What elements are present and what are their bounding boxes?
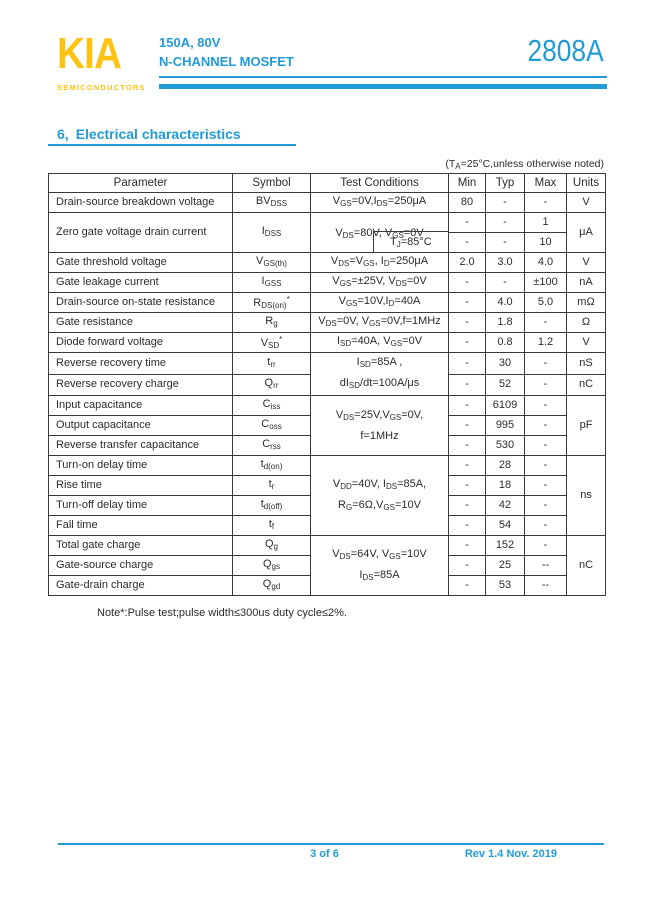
cond-line1: $V_{DS}=64V$, $V_{GS}=10V$ [332, 547, 427, 561]
symbol-cell: $I_{DSS}$ [233, 213, 311, 253]
parameter-cell: Output capacitance [49, 416, 233, 436]
parameter-cell: Reverse recovery time [49, 353, 233, 375]
units-cell: ns [567, 456, 606, 536]
units-cell: V [567, 253, 606, 273]
symbol-cell: $Q_g$ [233, 536, 311, 556]
max-cell: 10 [525, 233, 567, 253]
parameter-cell: Reverse recovery charge [49, 374, 233, 396]
min-cell: - [449, 333, 486, 353]
logo-subtext: SEMICONDUCTORS [57, 83, 146, 92]
max-cell: - [525, 516, 567, 536]
part-number: 2808A [527, 33, 604, 68]
typ-cell: 3.0 [486, 253, 525, 273]
symbol-cell: $C_{rss}$ [233, 436, 311, 456]
max-cell: ±100 [525, 273, 567, 293]
units-cell: nC [567, 536, 606, 596]
min-cell: - [449, 374, 486, 396]
min-cell: - [449, 293, 486, 313]
symbol-cell: $V_{GS(th)}$ [233, 253, 311, 273]
typ-cell: 530 [486, 436, 525, 456]
cond-line1: $I_{SD}=85A$ , [356, 356, 403, 369]
min-cell: - [449, 516, 486, 536]
max-cell: - [525, 313, 567, 333]
cond-cell: $V_{GS}=\pm 25V$, $V_{DS}=0V$ [311, 273, 449, 293]
max-cell: -- [525, 556, 567, 576]
cond-line2: $dI_{SD}/dt=100A/\mu s$ [339, 377, 420, 390]
cond-cell [311, 456, 449, 536]
header-row [49, 174, 606, 193]
typ-cell: 4.0 [486, 293, 525, 313]
symbol-cell: $t_f$ [233, 516, 311, 536]
max-cell: - [525, 374, 567, 396]
min-cell: - [449, 213, 486, 233]
min-cell: - [449, 416, 486, 436]
typ-cell: 6109 [486, 396, 525, 416]
units-cell: pF [567, 396, 606, 456]
cond-sub-cell: $T_J=85^\circ C$ [373, 231, 448, 252]
cond-cell: $V_{GS}=10V,I_D=40A$ [311, 293, 449, 313]
symbol-cell: $V_{SD}^*$ [233, 333, 311, 353]
cond-line1: $V_{DD}=40V$, $I_{DS}=85A$, [332, 477, 427, 491]
cond-line2: f=1MHz [360, 430, 399, 442]
parameter-cell: Gate threshold voltage [49, 253, 233, 273]
cond-cell: $I_{SD}=40A$, $V_{GS}=0V$ [311, 333, 449, 353]
min-cell: - [449, 273, 486, 293]
col-header-test-conditions: Test Conditions [311, 174, 449, 193]
cond-line1: $V_{DS}=25V,V_{GS}=0V$, [335, 409, 424, 422]
min-cell: - [449, 576, 486, 596]
symbol-cell: $R_g$ [233, 313, 311, 333]
parameter-cell: Gate leakage current [49, 273, 233, 293]
units-cell: Ω [567, 313, 606, 333]
footer-divider [58, 843, 604, 845]
symbol-cell: $C_{oss}$ [233, 416, 311, 436]
parameter-cell: Diode forward voltage [49, 333, 233, 353]
symbol-cell: $BV_{DSS}$ [233, 193, 311, 213]
parameter-cell: Gate-source charge [49, 556, 233, 576]
units-cell: V [567, 193, 606, 213]
parameter-cell: Gate-drain charge [49, 576, 233, 596]
parameter-cell: Drain-source breakdown voltage [49, 193, 233, 213]
min-cell: 80 [449, 193, 486, 213]
max-cell: - [525, 536, 567, 556]
kia-logo: KIA [57, 29, 122, 78]
table-row [49, 456, 606, 476]
col-header-symbol: Symbol [233, 174, 311, 193]
min-cell: - [449, 476, 486, 496]
units-cell: nA [567, 273, 606, 293]
header-divider-thick [159, 84, 607, 89]
typ-cell: 42 [486, 496, 525, 516]
cond-cell [311, 396, 449, 456]
min-cell: - [449, 313, 486, 333]
typ-cell: 30 [486, 353, 525, 375]
typ-cell: 53 [486, 576, 525, 596]
cond-line2: $R_G=6\Omega,V_{GS}=10V$ [338, 498, 421, 512]
table-row [49, 313, 606, 333]
device-subtitle [159, 33, 294, 71]
max-cell: 1.2 [525, 333, 567, 353]
typ-cell: - [486, 193, 525, 213]
typ-cell: 28 [486, 456, 525, 476]
typ-cell: - [486, 273, 525, 293]
min-cell: 2.0 [449, 253, 486, 273]
col-header-typ: Typ [486, 174, 525, 193]
parameter-cell: Turn-on delay time [49, 456, 233, 476]
typ-cell: 152 [486, 536, 525, 556]
parameter-cell: Reverse transfer capacitance [49, 436, 233, 456]
table-row [49, 396, 606, 416]
cond-line2: $I_{DS}=85A$ [359, 568, 400, 582]
cond-cell: $V_{DS}=V_{GS}$, $I_D=250\mu A$ [311, 253, 449, 273]
section-number: 6, [57, 126, 69, 142]
cond-cell [311, 536, 449, 596]
symbol-cell: $Q_{gs}$ [233, 556, 311, 576]
pulse-test-note: Note*:Pulse test;pulse width≤300us duty cycle≤2%. [97, 607, 347, 619]
max-cell: - [525, 456, 567, 476]
revision-label: Rev 1.4 Nov. 2019 [464, 848, 557, 860]
cond-cell [311, 213, 449, 253]
symbol-cell: $Q_{rr}$ [233, 374, 311, 396]
typ-cell: - [486, 233, 525, 253]
symbol-cell: $I_{GSS}$ [233, 273, 311, 293]
min-cell: - [449, 233, 486, 253]
table-row [49, 536, 606, 556]
symbol-cell: $t_r$ [233, 476, 311, 496]
parameter-cell: Rise time [49, 476, 233, 496]
parameter-cell: Gate resistance [49, 313, 233, 333]
min-cell: - [449, 496, 486, 516]
cond-line1: $V_{DS}=80V$, $V_{GS}=0V$ [335, 226, 424, 240]
symbol-cell: $C_{iss}$ [233, 396, 311, 416]
col-header-max: Max [525, 174, 567, 193]
header-divider-thin [159, 76, 607, 78]
max-cell: - [525, 193, 567, 213]
min-cell: - [449, 436, 486, 456]
table-row [49, 273, 606, 293]
max-cell: - [525, 476, 567, 496]
min-cell: - [449, 353, 486, 375]
device-type: N-CHANNEL MOSFET [159, 54, 294, 69]
max-cell: 4.0 [525, 253, 567, 273]
units-cell: nS [567, 353, 606, 375]
typ-cell: 25 [486, 556, 525, 576]
symbol-cell: $t_{rr}$ [233, 353, 311, 375]
table-row [49, 353, 606, 375]
electrical-characteristics-table [48, 173, 606, 596]
section-title-text: Electrical characteristics [75, 126, 241, 142]
max-cell: - [525, 353, 567, 375]
cond-cell: $V_{DS}=0V$, $V_{GS}=0V,f=1MHz$ [311, 313, 449, 333]
cond-cell: $V_{GS}=0V,I_{DS}=250\mu A$ [311, 193, 449, 213]
min-cell: - [449, 536, 486, 556]
typ-cell: 54 [486, 516, 525, 536]
units-cell: V [567, 333, 606, 353]
parameter-cell: Turn-off delay time [49, 496, 233, 516]
units-cell: μA [567, 213, 606, 253]
parameter-cell: Fall time [49, 516, 233, 536]
max-cell: -- [525, 576, 567, 596]
col-header-min: Min [449, 174, 486, 193]
test-condition-note: ($T_A=25^\circ C,unless$ otherwise noted) [445, 158, 604, 171]
units-cell: nC [567, 374, 606, 396]
col-header-units: Units [567, 174, 606, 193]
table-row [49, 213, 606, 233]
parameter-cell: Drain-source on-state resistance [49, 293, 233, 313]
table-row [49, 293, 606, 313]
typ-cell: - [486, 213, 525, 233]
typ-cell: 52 [486, 374, 525, 396]
max-cell: - [525, 396, 567, 416]
max-cell: - [525, 416, 567, 436]
table-row [49, 333, 606, 353]
section-title [57, 126, 241, 142]
typ-cell: 995 [486, 416, 525, 436]
max-cell: - [525, 436, 567, 456]
symbol-cell: $R_{DS(on)}^*$ [233, 293, 311, 313]
cond-cell [311, 353, 449, 396]
min-cell: - [449, 456, 486, 476]
parameter-cell: Zero gate voltage drain current [49, 213, 233, 253]
table-row [49, 193, 606, 213]
min-cell: - [449, 396, 486, 416]
section-title-underline [48, 144, 296, 146]
table-row [49, 253, 606, 273]
units-cell: mΩ [567, 293, 606, 313]
typ-cell: 1.8 [486, 313, 525, 333]
symbol-cell: $Q_{gd}$ [233, 576, 311, 596]
typ-cell: 0.8 [486, 333, 525, 353]
page-number: 3 of 6 [310, 848, 339, 860]
device-rating: 150A, 80V [159, 35, 221, 50]
max-cell: 1 [525, 213, 567, 233]
max-cell: - [525, 496, 567, 516]
symbol-cell: $t_{d(on)}$ [233, 456, 311, 476]
symbol-cell: $t_{d(off)}$ [233, 496, 311, 516]
max-cell: 5.0 [525, 293, 567, 313]
col-header-parameter: Parameter [49, 174, 233, 193]
min-cell: - [449, 556, 486, 576]
parameter-cell: Total gate charge [49, 536, 233, 556]
typ-cell: 18 [486, 476, 525, 496]
parameter-cell: Input capacitance [49, 396, 233, 416]
